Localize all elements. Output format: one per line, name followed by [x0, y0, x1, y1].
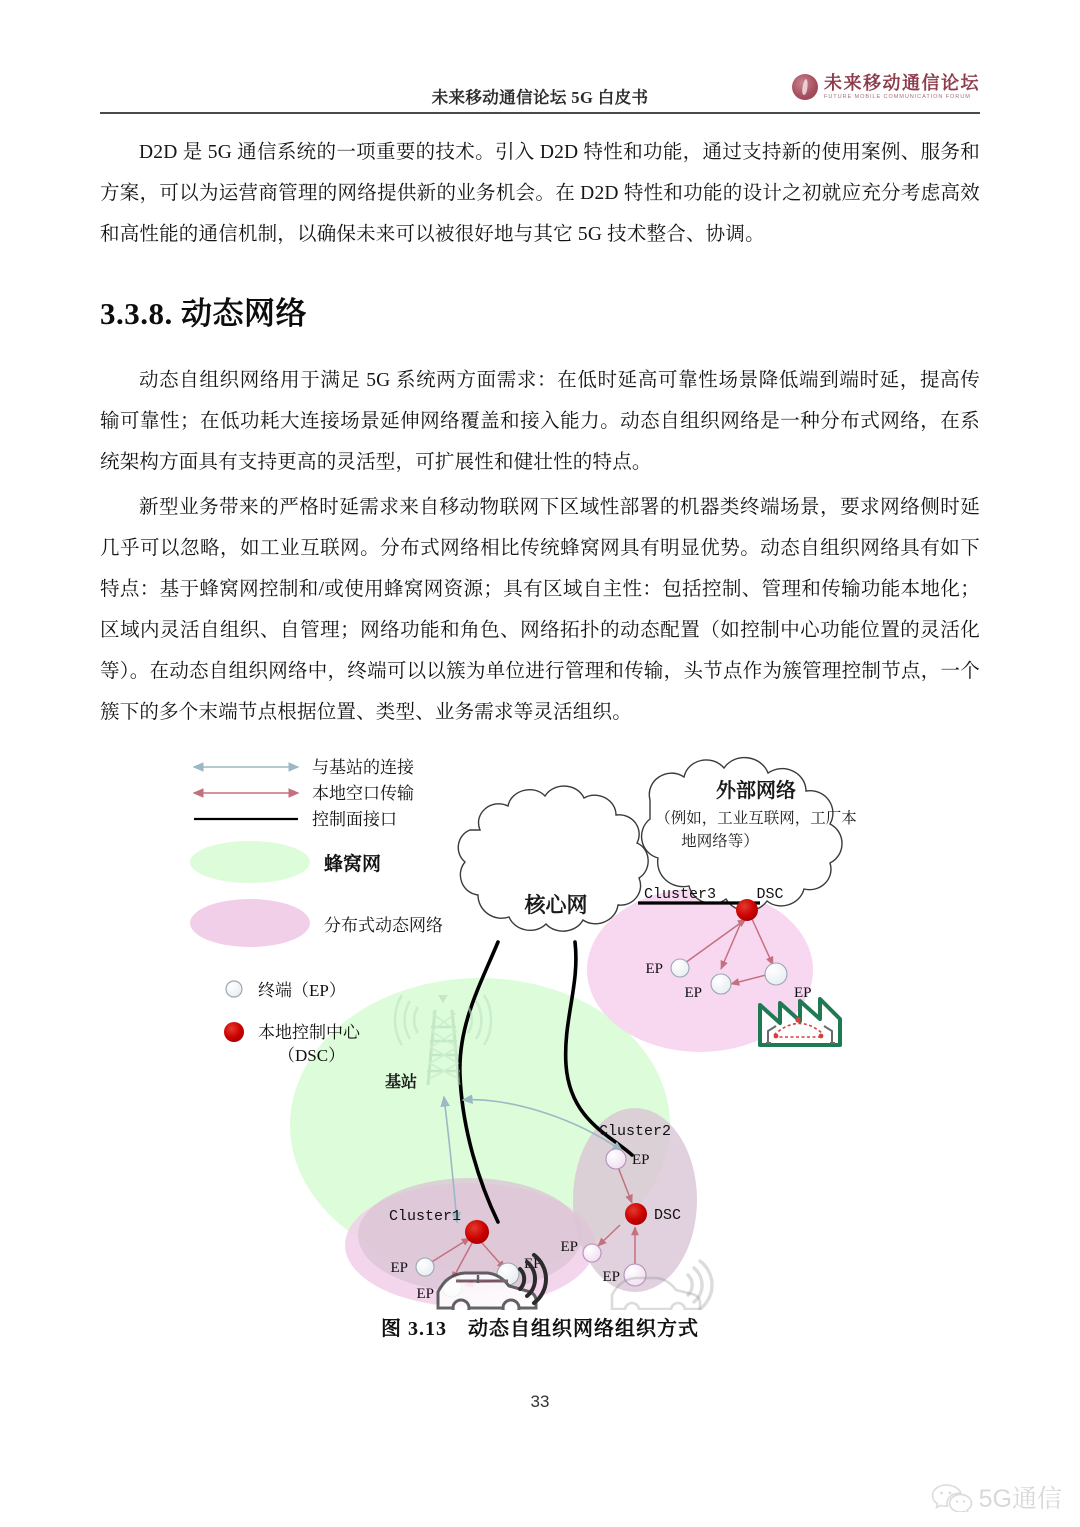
cluster2-ep-label-1: EP — [632, 1152, 650, 1168]
section-heading: 3.3.8. 动态网络 — [100, 296, 307, 331]
page-number: 33 — [530, 1392, 550, 1411]
forum-logo-icon — [792, 74, 818, 100]
legend-ctrl-line-label: 控制面接口 — [312, 810, 397, 829]
legend-dynamic-label: 分布式动态网络 — [324, 916, 443, 935]
paragraph-dynamic-net-2: 新型业务带来的严格时延需求来自移动物联网下区域性部署的机器类终端场景，要求网络侧时延几乎可以忽略，如工业互联网。分布式网络相比传统蜂窝网具有明显优势。动态自组织网络具有如下特点：基于蜂窝网控制和/或使用蜂窝网资源；具有区域自主性：包括控制、管理和传输功能本地化；区域内灵活自组织、自管理；网络功能和角色、网络拓扑的动态配置（如控制中心功能位置的灵活化等）。在动态自组织网络中，终端可以以簇为单位进行管理和传输，头节点作为簇管理控制节点，一个簇下的多个末端节点根据位置、类型、业务需求等灵活组织。 — [100, 497, 980, 723]
paragraph-d2d: D2D 是 5G 通信系统的一项重要的技术。引入 D2D 特性和功能，通过支持新的使用案例、服务和方案，可以为运营商管理的网络提供新的业务机会。在 D2D 特性和功能的设计之初就应充分考虑高效和高性能的通信机制，以确保未来可以被很好地与其它 5G 技术整合、协调。 — [100, 142, 980, 245]
cluster2-dsc-label: DSC — [654, 1207, 682, 1224]
legend-ep-label: 终端（EP） — [258, 981, 346, 1000]
cluster3-ep-node-2[interactable] — [711, 974, 731, 994]
cluster3-ep-node-1[interactable] — [671, 959, 689, 977]
paragraph-dynamic-net-1: 动态自组织网络用于满足 5G 系统两方面需求：在低时延高可靠性场景降低端到端时延，提高传输可靠性；在低功耗大连接场景延伸网络覆盖和接入能力。动态自组织网络是一种分布式网络，在系统架构方面具有支持更高的灵活型，可扩展性和健壮性的特点。 — [100, 370, 980, 473]
figure-3-13 — [180, 735, 900, 1310]
cluster1-name: Cluster1 — [388, 1208, 462, 1225]
cluster1-ep-label-1: EP — [390, 1260, 408, 1276]
external-network-sub1: （例如，工业互联网，工厂本 — [655, 810, 857, 827]
legend-cellular-label: 蜂窝网 — [324, 854, 382, 875]
cluster3-ep-label-3: EP — [794, 985, 812, 1001]
legend-cellular-swatch — [190, 841, 310, 883]
cluster2-name: Cluster2 — [598, 1123, 672, 1140]
base-station-label: 基站 — [385, 1074, 418, 1091]
core-network-cloud — [458, 786, 648, 931]
core-network-label: 核心网 — [524, 893, 588, 917]
cluster3-name: Cluster3 — [643, 886, 717, 903]
cluster1-ep-label-3: EP — [524, 1256, 542, 1272]
cluster2-ep-node-3[interactable] — [624, 1264, 646, 1286]
wechat-icon — [931, 1482, 973, 1512]
external-network-label: 外部网络 — [716, 780, 796, 802]
cluster2-ep-node-2[interactable] — [583, 1244, 601, 1262]
cluster2-ep-label-2: EP — [560, 1239, 578, 1255]
cluster1-ep-node-1[interactable] — [416, 1258, 434, 1276]
header-divider — [100, 112, 980, 114]
cluster2-ep-node-1[interactable] — [606, 1149, 626, 1169]
cluster3-ep-label-2: EP — [684, 985, 702, 1001]
forum-logo — [792, 74, 980, 101]
forum-logo-cn: 未来移动通信论坛 — [824, 73, 980, 93]
external-network-sub2: 地网络等） — [681, 833, 759, 850]
cluster2-ep-label-3: EP — [602, 1269, 620, 1285]
cluster1-ep-label-2: EP — [416, 1286, 434, 1302]
cluster3-dsc-node[interactable] — [736, 899, 758, 921]
legend-dynamic-swatch — [190, 899, 310, 947]
legend-dsc-label-2: （DSC） — [278, 1046, 346, 1065]
legend-dsc-icon — [224, 1022, 244, 1042]
cluster2-dsc-node[interactable] — [625, 1203, 647, 1225]
watermark-text: 5G通信 — [978, 1485, 1062, 1513]
legend-bs-arrow-label: 与基站的连接 — [312, 758, 414, 777]
cluster3-ep-node-3[interactable] — [765, 963, 787, 985]
figure-caption: 图 3.13 动态自组织网络组织方式 — [381, 1318, 699, 1340]
legend-dsc-label-1: 本地控制中心 — [258, 1023, 360, 1042]
legend-ep-icon — [226, 981, 242, 997]
wechat-watermark — [931, 1479, 1062, 1515]
forum-logo-en: FUTURE MOBILE COMMUNICATION FORUM — [824, 94, 971, 100]
cluster3-dsc-label: DSC — [756, 886, 784, 903]
cluster1-dsc-node[interactable] — [465, 1220, 489, 1244]
cluster3-ep-label-1: EP — [645, 961, 663, 977]
page-header — [100, 70, 980, 122]
header-title: 未来移动通信论坛 5G 白皮书 — [431, 88, 649, 107]
figure-svg — [180, 735, 900, 1310]
legend-local-arrow-label: 本地空口传输 — [312, 784, 414, 803]
